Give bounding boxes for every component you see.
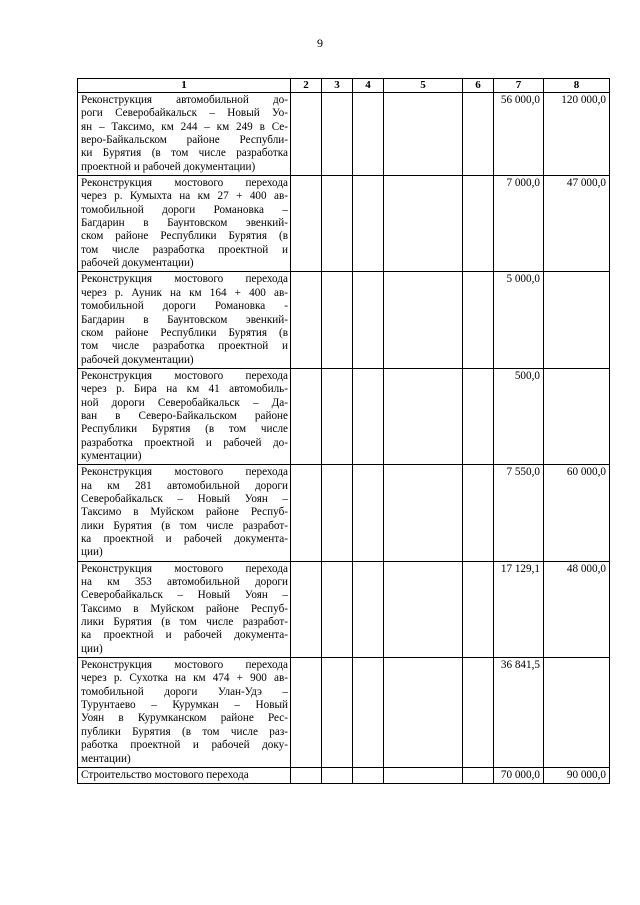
description-line: ван в Северо-Байкальском районе <box>81 409 288 422</box>
description-line: Уоян в Курумканском районе Рес- <box>81 712 288 725</box>
budget-table <box>77 78 610 784</box>
column-header: 2 <box>291 79 322 93</box>
column-header: 8 <box>544 79 610 93</box>
value-cell-col-5 <box>384 561 463 657</box>
value-cell-col-4 <box>353 368 384 464</box>
value-cell-col-6 <box>463 272 494 368</box>
description-line: лики Бурятия (в том числе разработ- <box>81 519 288 532</box>
description-line: ментации) <box>81 752 131 765</box>
description-line: Реконструкция мостового перехода <box>81 562 288 575</box>
description-line: Реконструкция мостового перехода <box>81 177 288 190</box>
value-cell-col-2 <box>291 176 322 272</box>
column-header: 6 <box>463 79 494 93</box>
description-line: разработка проектной и рабочей до- <box>81 436 288 449</box>
value-cell-col-2 <box>291 767 322 783</box>
description-line: роги Северобайкальск – Новый Уо- <box>81 107 288 120</box>
column-header: 7 <box>494 79 544 93</box>
description-line: Багдарин в Баунтовском эвенкий- <box>81 313 288 326</box>
description-line: том числе разработка проектной и <box>81 243 288 256</box>
value-cell-col-3 <box>322 93 353 176</box>
value-cell-col-6 <box>463 658 494 768</box>
value-cell-col-8: 48 000,0 <box>544 561 610 657</box>
table-row <box>78 93 610 176</box>
value-cell-col-2 <box>291 465 322 561</box>
value-cell-col-5 <box>384 93 463 176</box>
value-cell-col-2 <box>291 368 322 464</box>
description-line: ции) <box>81 546 103 559</box>
project-description-cell <box>78 368 291 464</box>
description-line: Реконструкция мостового перехода <box>81 466 288 479</box>
description-line: работка проектной и рабочей доку- <box>81 739 288 752</box>
table-row <box>78 368 610 464</box>
value-cell-col-4 <box>353 272 384 368</box>
description-line: ском районе Республики Бурятия (в <box>81 230 288 243</box>
value-cell-col-3 <box>322 368 353 464</box>
description-line: Таксимо в Муйском районе Респуб- <box>81 602 288 615</box>
project-description-cell <box>78 561 291 657</box>
value-cell-col-4 <box>353 465 384 561</box>
table-row <box>78 561 610 657</box>
description-line: на км 353 автомобильной дороги <box>81 576 288 589</box>
description-line: ка проектной и рабочей документа- <box>81 533 288 545</box>
description-line: Таксимо в Муйском районе Респуб- <box>81 506 288 519</box>
value-cell-col-7: 5 000,0 <box>494 272 544 368</box>
description-line: Северобайкальск – Новый Уоян – <box>81 492 288 505</box>
value-cell-col-3 <box>322 465 353 561</box>
description-line: ной дороги Северобайкальск – Да- <box>81 396 288 409</box>
column-header: 4 <box>353 79 384 93</box>
value-cell-col-6 <box>463 465 494 561</box>
description-line: через р. Сухотка на км 474 + 900 ав- <box>81 672 288 685</box>
description-line: Багдарин в Баунтовском эвенкий- <box>81 217 288 230</box>
description-line: рабочей документации) <box>81 353 194 366</box>
value-cell-col-5 <box>384 465 463 561</box>
value-cell-col-4 <box>353 93 384 176</box>
value-cell-col-3 <box>322 561 353 657</box>
table-row <box>78 658 610 768</box>
value-cell-col-3 <box>322 272 353 368</box>
value-cell-col-2 <box>291 272 322 368</box>
value-cell-col-8 <box>544 368 610 464</box>
value-cell-col-3 <box>322 176 353 272</box>
description-line: на км 281 автомобильной дороги <box>81 479 288 492</box>
value-cell-col-4 <box>353 561 384 657</box>
value-cell-col-8: 60 000,0 <box>544 465 610 561</box>
value-cell-col-8 <box>544 658 610 768</box>
value-cell-col-7: 56 000,0 <box>494 93 544 176</box>
project-description-cell <box>78 658 291 768</box>
table-body <box>78 93 610 784</box>
value-cell-col-8 <box>544 272 610 368</box>
value-cell-col-2 <box>291 561 322 657</box>
value-cell-col-2 <box>291 658 322 768</box>
description-line: Северобайкальск – Новый Уоян – <box>81 589 288 602</box>
description-line: Строительство мостового перехода <box>81 768 249 781</box>
column-header: 3 <box>322 79 353 93</box>
table-row <box>78 767 610 783</box>
description-line: через р. Кумыхта на км 27 + 400 ав- <box>81 190 288 203</box>
project-description-cell <box>78 93 291 176</box>
value-cell-col-7: 36 841,5 <box>494 658 544 768</box>
value-cell-col-5 <box>384 272 463 368</box>
description-line: ян – Таксимо, км 244 – км 249 в Се- <box>81 120 288 133</box>
value-cell-col-5 <box>384 176 463 272</box>
description-line: томобильной дороги Романовка - <box>81 300 288 313</box>
value-cell-col-8: 120 000,0 <box>544 93 610 176</box>
description-line: через р. Ауник на км 164 + 400 ав- <box>81 286 288 299</box>
description-line: томобильной дороги Улан-Удэ – <box>81 685 288 698</box>
value-cell-col-5 <box>384 658 463 768</box>
table-row <box>78 176 610 272</box>
value-cell-col-7: 7 000,0 <box>494 176 544 272</box>
description-line: через р. Бира на км 41 автомобиль- <box>81 383 288 396</box>
value-cell-col-6 <box>463 93 494 176</box>
description-line: ции) <box>81 642 103 655</box>
description-line: Турунтаево – Курумкан – Новый <box>81 699 288 712</box>
description-line: публики Бурятия (в том числе раз- <box>81 725 288 738</box>
value-cell-col-4 <box>353 176 384 272</box>
value-cell-col-2 <box>291 93 322 176</box>
value-cell-col-7: 500,0 <box>494 368 544 464</box>
description-line: лики Бурятия (в том числе разработ- <box>81 616 288 629</box>
description-line: ка проектной и рабочей документа- <box>81 629 288 642</box>
description-line: рабочей документации) <box>81 257 194 270</box>
value-cell-col-4 <box>353 658 384 768</box>
project-description-cell <box>78 767 291 783</box>
description-line: Республики Бурятия (в том числе <box>81 423 288 436</box>
description-line: том числе разработка проектной и <box>81 340 288 353</box>
value-cell-col-6 <box>463 767 494 783</box>
value-cell-col-6 <box>463 561 494 657</box>
description-line: ском районе Республики Бурятия (в <box>81 326 288 339</box>
value-cell-col-5 <box>384 767 463 783</box>
description-line: ки Бурятия (в том числе разработка <box>81 147 288 160</box>
description-line: веро-Байкальском районе Республи- <box>81 134 288 147</box>
table-row <box>78 465 610 561</box>
description-line: Реконструкция автомобильной до- <box>81 94 288 106</box>
value-cell-col-8: 90 000,0 <box>544 767 610 783</box>
value-cell-col-3 <box>322 658 353 768</box>
value-cell-col-7: 17 129,1 <box>494 561 544 657</box>
value-cell-col-8: 47 000,0 <box>544 176 610 272</box>
column-header: 1 <box>78 79 291 93</box>
project-description-cell <box>78 272 291 368</box>
description-line: Реконструкция мостового перехода <box>81 659 288 672</box>
value-cell-col-6 <box>463 176 494 272</box>
value-cell-col-6 <box>463 368 494 464</box>
project-description-cell <box>78 176 291 272</box>
description-line: Реконструкция мостового перехода <box>81 369 288 382</box>
value-cell-col-5 <box>384 368 463 464</box>
value-cell-col-7: 70 000,0 <box>494 767 544 783</box>
description-line: кументации) <box>81 449 142 462</box>
page-number: 9 <box>317 36 323 50</box>
table-row <box>78 272 610 368</box>
description-line: томобильной дороги Романовка – <box>81 203 288 216</box>
description-line: проектной и рабочей документации) <box>81 160 256 173</box>
project-description-cell <box>78 465 291 561</box>
value-cell-col-3 <box>322 767 353 783</box>
table-header-row <box>78 79 610 93</box>
value-cell-col-7: 7 550,0 <box>494 465 544 561</box>
value-cell-col-4 <box>353 767 384 783</box>
column-header: 5 <box>384 79 463 93</box>
description-line: Реконструкция мостового перехода <box>81 273 288 286</box>
